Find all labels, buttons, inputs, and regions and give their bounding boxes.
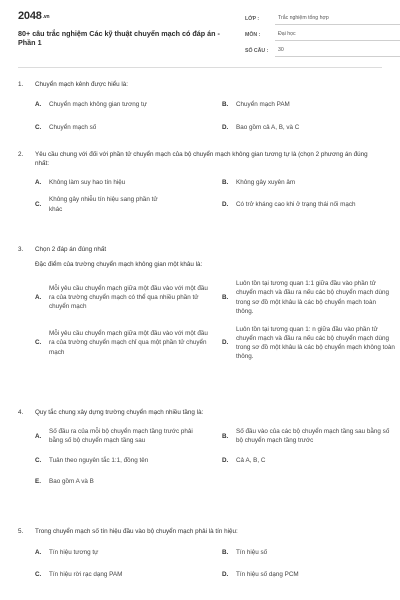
option-e[interactable]: E. Bao gồm A và B (35, 477, 94, 485)
document-title: 80+ câu trắc nghiệm Các kỹ thuật chuyển mạch có đáp án - Phần 1 (18, 29, 220, 48)
option-b[interactable]: B. Luôn tồn tại tương quan 1:1 giữa đầu vào phần tử chuyển mạch và đầu ra nếu các bộ chuyển mạch dùng trong sơ đồ một khâu là các bộ chuyển mạch toàn thông. (222, 280, 389, 315)
site-logo[interactable] (18, 10, 49, 22)
option-c[interactable]: C. Chuyển mạch số (35, 124, 97, 132)
option-d[interactable]: D. Có trở kháng cao khi ở trạng thái nối mạch (222, 200, 356, 208)
option-d[interactable]: D. Bao gồm cả A, B, và C (222, 124, 300, 132)
question-text: Chuyển mạch kênh được hiểu là: (35, 81, 129, 88)
question-number: 4. (18, 409, 24, 416)
option-a[interactable]: A. Không làm suy hao tín hiệu (35, 179, 126, 187)
meta-value: 30 (275, 47, 400, 57)
option-a[interactable]: A. Chuyển mạch không gian tương tự (35, 101, 147, 109)
meta-value: Trắc nghiệm tổng hợp (275, 15, 400, 25)
question-number: 2. (18, 151, 24, 158)
option-d[interactable]: D. Luôn tồn tại tương quan 1: n giữa đầu vào phần tử chuyển mạch và đầu ra nếu các bộ chuyển mạch dùng trong sơ đồ một khâu là các bộ chuyển mạch không toàn thông. (222, 325, 395, 361)
question-number: 5. (18, 528, 24, 535)
meta-label: SỐ CÂU : (245, 48, 269, 54)
option-b[interactable]: B. Tín hiệu số (222, 549, 268, 557)
option-c[interactable]: C. Tín hiệu rời rạc dạng PAM (35, 571, 123, 579)
question-1 (18, 80, 382, 132)
option-c[interactable]: C. Mỗi yêu cầu chuyển mạch giữa một đầu vào với một đầu ra của trường chuyển mạch chỉ qua một phần tử chuyển mạch (35, 330, 208, 356)
question-text: Chọn 2 đáp án đúng nhất (35, 246, 107, 253)
meta-row-subject (245, 25, 400, 41)
meta-label: LỚP : (245, 16, 260, 22)
question-2 (18, 150, 382, 214)
option-b[interactable]: B. Số đầu vào của các bộ chuyển mạch tầng sau bằng số bộ chuyển mạch tầng trước (222, 428, 390, 445)
meta-label: MÔN : (245, 32, 261, 38)
question-5 (18, 527, 382, 579)
question-text: Yêu cầu chung với đối với phần tử chuyển mạch của bộ chuyển mạch không gian tương tự là (chọn 2 phương án đúng nhất: (35, 151, 368, 168)
option-b[interactable]: B. Không gây xuyên âm (222, 179, 296, 187)
option-c[interactable]: C. Tuân theo nguyên tắc 1:1, đồng tên (35, 457, 149, 465)
question-number: 3. (18, 246, 24, 253)
question-subtext: Đặc điểm của trường chuyển mạch không gian một khâu là: (35, 261, 203, 269)
meta-row-class (245, 9, 400, 25)
document-header (18, 0, 382, 68)
logo-text: 2048 (18, 10, 42, 22)
document-meta (245, 9, 400, 57)
option-c[interactable]: C. Không gây nhiễu tín hiệu sang phần tử khác (35, 196, 158, 213)
meta-row-question-count (245, 41, 400, 57)
question-3 (18, 245, 395, 361)
option-d[interactable]: D. Tín hiệu số dạng PCM (222, 571, 299, 579)
question-number: 1. (18, 81, 24, 88)
option-b[interactable]: B. Chuyển mạch PAM (222, 101, 290, 109)
question-4 (18, 408, 390, 486)
logo-suffix: .vn (42, 14, 50, 20)
question-text: Quy tắc chung xây dựng trường chuyển mạch nhiều tầng là: (35, 409, 204, 416)
option-d[interactable]: D. Cả A, B, C (222, 457, 266, 465)
option-a[interactable]: A. Mỗi yêu cầu chuyển mạch giữa một đầu vào với một đầu ra của trường chuyển mạch có thể qua nhiều phần tử chuyển mạch (35, 284, 208, 311)
meta-value: Đại học (275, 31, 400, 41)
question-text: Trong chuyển mạch số tín hiệu đầu vào bộ chuyển mạch phải là tín hiệu: (35, 528, 238, 535)
option-a[interactable]: A. Số đầu ra của mỗi bộ chuyển mạch tầng trước phải bằng số bộ chuyển mạch tầng sau (35, 428, 193, 445)
option-a[interactable]: A. Tín hiệu tương tự (35, 549, 99, 557)
